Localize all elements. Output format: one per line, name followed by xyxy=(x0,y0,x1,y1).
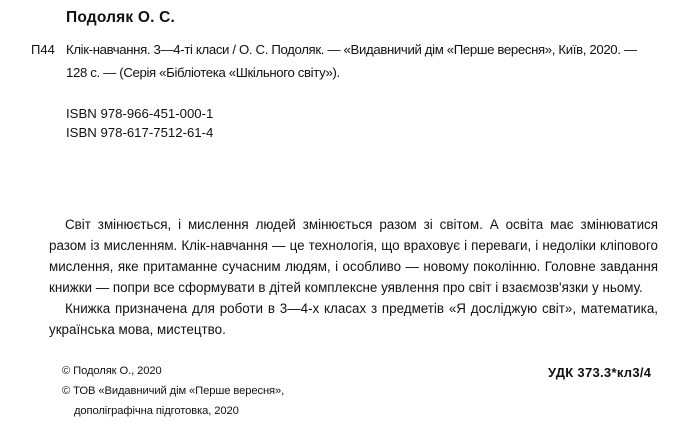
isbn-line-2: ISBN 978-617-7512-61-4 xyxy=(66,125,214,140)
isbn-line-1: ISBN 978-966-451-000-1 xyxy=(66,106,214,121)
catalog-code: П44 xyxy=(31,42,55,57)
abstract-paragraph-2: Книжка призначена для роботи в 3—4-х класах з предметів «Я досліджую світ», математика, українська мова, мистецтво. xyxy=(49,300,658,337)
copyright-publisher: © ТОВ «Видавничий дім «Перше вересня», xyxy=(62,385,285,397)
copyright-author: © Подоляк О., 2020 xyxy=(62,365,162,377)
author-heading: Подоляк О. С. xyxy=(66,9,176,26)
abstract-block xyxy=(49,215,658,340)
copyright-prepress: дополіграфічна підготовка, 2020 xyxy=(74,405,239,417)
citation-line-2: 128 с. — (Серія «Бібліотека «Шкільного світу»). xyxy=(66,65,340,80)
udk-code: УДК 373.3*кл3/4 xyxy=(548,365,652,380)
citation-line-1: Клік-навчання. 3—4-ті класи / О. С. Подоляк. — «Видавничий дім «Перше вересня», Київ, 2020. — xyxy=(66,42,637,57)
abstract-paragraph-1: Світ змінюється, і мислення людей змінюється разом зі світом. А освіта має змінюватися разом із мисленням. Клік-навчання — це технологія, що враховує і переваги, і недоліки кліпового мислення, яке притаманне сучасним людям, і особливо — новому поколінню. Головне завдання книжки — попри все сформувати в дітей комплексне уявлення про світ і взаємозв'язки у ньому. xyxy=(49,217,658,295)
